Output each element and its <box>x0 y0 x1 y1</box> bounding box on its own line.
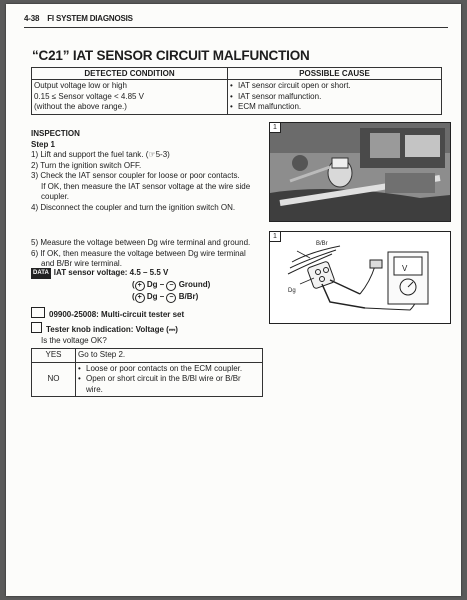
step-item: 1) Lift and support the fuel tank. (☞5-3) <box>31 150 170 159</box>
iat-voltage-spec: IAT sensor voltage: 4.5 – 5.5 V <box>53 268 169 277</box>
wire-label-dg: Dg <box>288 288 296 294</box>
step-item: and B/Br wire terminal. <box>41 259 122 268</box>
detected-condition-cell <box>32 80 228 115</box>
plus-icon: + <box>135 281 145 291</box>
header-rule <box>24 27 448 28</box>
cause-item: • IAT sensor circuit open or short. <box>230 81 439 92</box>
page-number: 4-38 <box>24 14 40 23</box>
data-tag: DATA <box>31 268 51 279</box>
plus-icon: + <box>135 293 145 303</box>
no-actions <box>76 362 263 397</box>
section-title: FI SYSTEM DIAGNOSIS <box>47 14 133 23</box>
no-label: NO <box>32 362 76 397</box>
engine-photo-illustration <box>270 123 450 221</box>
figure-number: 1 <box>270 232 281 242</box>
cause-item: • IAT sensor malfunction. <box>230 92 439 103</box>
special-tool-icon <box>31 307 45 318</box>
detected-line: 0.15 ≤ Sensor voltage < 4.85 V <box>34 91 145 101</box>
detected-condition-header: DETECTED CONDITION <box>32 68 228 80</box>
spec-line-1: Dg – <box>146 280 167 289</box>
yes-label: YES <box>32 349 76 363</box>
wiring-diagram-illustration <box>270 232 450 323</box>
spec-line-1-end: Ground) <box>178 280 211 289</box>
wire-label-bbr: B/Br <box>316 241 328 247</box>
cause-item: • ECM malfunction. <box>230 102 439 113</box>
spec-line-2: Dg – <box>146 292 167 301</box>
possible-cause-header: POSSIBLE CAUSE <box>228 68 442 80</box>
result-table <box>31 348 263 397</box>
condition-table <box>31 67 442 115</box>
engine-photo <box>269 122 451 222</box>
detected-line: (without the above range.) <box>34 102 127 111</box>
page-header <box>24 14 442 28</box>
minus-icon: − <box>166 293 176 303</box>
possible-cause-cell <box>228 80 442 115</box>
inspection-steps <box>31 129 266 213</box>
step-heading: Step 1 <box>31 139 56 149</box>
page-title: “C21” IAT SENSOR CIRCUIT MALFUNCTION <box>32 48 310 63</box>
figure-number: 1 <box>270 123 281 133</box>
no-item-continued: wire. <box>86 384 103 394</box>
step-item: coupler. <box>41 192 70 201</box>
question-text: Is the voltage OK? <box>41 336 107 345</box>
inspection-steps-2 <box>31 238 266 270</box>
tester-icon <box>31 322 42 333</box>
step-item: 6) If OK, then measure the voltage between Dg wire terminal <box>31 248 246 258</box>
step-item: 2) Turn the ignition switch OFF. <box>31 160 142 170</box>
specification-block: DATA IAT sensor voltage: 4.5 – 5.5 V ( + Dg – − Ground) ( + Dg – − B/Br) 09900-25008: Multi-circuit tester set Tester knob indication: Voltage (⎓) Is the voltage OK? <box>31 267 266 346</box>
manual-page <box>6 4 461 596</box>
meter-voltage-label: V <box>402 264 408 273</box>
inspection-heading: INSPECTION <box>31 129 80 138</box>
knob-spec: Tester knob indication: Voltage (⎓) <box>46 325 178 334</box>
step-item: 3) Check the IAT sensor coupler for loose or poor contacts. <box>31 171 240 180</box>
minus-icon: − <box>166 281 176 291</box>
detected-line: Output voltage low or high <box>34 81 127 90</box>
step-item: 4) Disconnect the coupler and turn the ignition switch ON. <box>31 202 236 212</box>
step-item: 5) Measure the voltage between Dg wire terminal and ground. <box>31 238 251 247</box>
no-item: • Open or short circuit in the B/Bl wire or B/Br <box>78 374 260 385</box>
no-item: • Loose or poor contacts on the ECM coupler. <box>78 364 260 375</box>
wiring-diagram <box>269 231 451 324</box>
spec-line-2-end: B/Br) <box>178 292 199 301</box>
yes-action: Go to Step 2. <box>76 349 263 363</box>
tool-spec: 09900-25008: Multi-circuit tester set <box>49 310 185 319</box>
step-item: If OK, then measure the IAT sensor voltage at the wire side <box>41 181 251 191</box>
